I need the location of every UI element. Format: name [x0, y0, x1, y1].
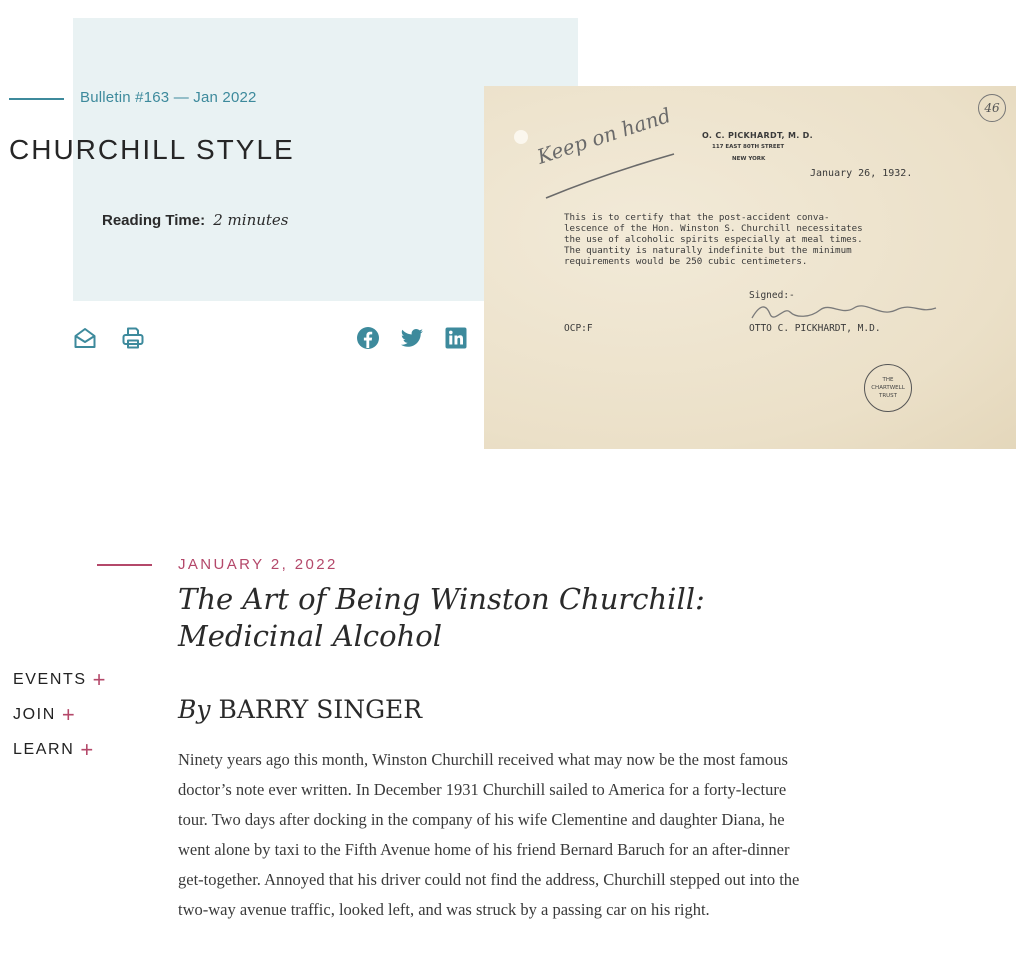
printer-icon	[121, 326, 145, 350]
signature	[750, 300, 940, 324]
letter-signatory: OTTO C. PICKHARDT, M.D.	[749, 323, 881, 334]
side-nav-item-events[interactable]	[13, 662, 107, 697]
facebook-icon	[356, 326, 380, 350]
facebook-share-button[interactable]	[355, 325, 381, 351]
email-share-button[interactable]	[72, 325, 98, 351]
stamp-line: CHARTWELL	[871, 385, 905, 391]
plus-icon: +	[80, 736, 95, 762]
reading-time	[102, 211, 289, 229]
side-nav-label: LEARN	[13, 740, 75, 758]
article-date-rule	[97, 564, 152, 566]
handwritten-note-text: Keep on hand	[534, 102, 674, 169]
letter-body: This is to certify that the post-accident conva- lescence of the Hon. Winston S. Churchill necessitates the use of alcoholic spirits especially at meal times. The quantity is naturally indefinite but the minimum requirements would be 250 cubic centimeters.	[564, 212, 863, 267]
reading-time-label: Reading Time:	[102, 212, 206, 229]
stamp-line: TRUST	[878, 393, 898, 399]
print-button[interactable]	[120, 325, 146, 351]
side-nav-item-join[interactable]	[13, 697, 107, 732]
bulletin-rule	[9, 98, 64, 100]
letterhead-city: NEW YORK	[732, 156, 766, 162]
side-nav-label: JOIN	[13, 705, 56, 723]
letter-initials: OCP:F	[564, 323, 593, 334]
side-nav-label: EVENTS	[13, 670, 87, 688]
folio-number: 46	[978, 94, 1006, 122]
bulletin-label: Bulletin #163 — Jan 2022	[80, 89, 257, 106]
letter-date: January 26, 1932.	[810, 168, 913, 179]
letter-signed-label: Signed:-	[749, 290, 795, 301]
article-body: Ninety years ago this month, Winston Churchill received what may now be the most famous doctor’s note ever written. In December 1931 Churchill sailed to America for a forty-lecture tour. Two days after docking in the company of his wife Clementine and daughter Diana, he went alone by taxi to the Fifth Avenue home of his friend Bernard Baruch for an after-dinner get-together. Annoyed that his driver could not find the address, Churchill stepped out into the two-way avenue traffic, looked left, and was struck by a passing car on his right.	[178, 750, 800, 919]
side-nav-item-learn[interactable]	[13, 732, 107, 767]
letterhead-name: O. C. PICKHARDT, M. D.	[702, 131, 813, 140]
byline	[178, 695, 422, 724]
plus-icon: +	[61, 701, 77, 727]
side-nav	[13, 662, 107, 767]
plus-icon: +	[92, 666, 108, 692]
letterhead-address: 117 EAST 80TH STREET	[712, 144, 785, 150]
byline-prefix: By	[178, 695, 211, 724]
linkedin-icon	[444, 326, 468, 350]
page-title: CHURCHILL STYLE	[9, 134, 295, 165]
twitter-share-button[interactable]	[399, 325, 425, 351]
linkedin-share-button[interactable]	[443, 325, 469, 351]
twitter-icon	[400, 326, 424, 350]
author-name: BARRY SINGER	[218, 695, 423, 724]
reading-time-value: 2 minutes	[213, 211, 289, 229]
stamp-line: THE	[882, 377, 894, 383]
archive-stamp	[864, 364, 912, 412]
envelope-open-icon	[73, 326, 97, 350]
doctors-note-image	[484, 86, 1016, 449]
article-title: The Art of Being Winston Churchill: Medicinal Alcohol	[178, 582, 705, 653]
handwritten-note	[484, 86, 684, 206]
article-date: JANUARY 2, 2022	[178, 556, 338, 573]
